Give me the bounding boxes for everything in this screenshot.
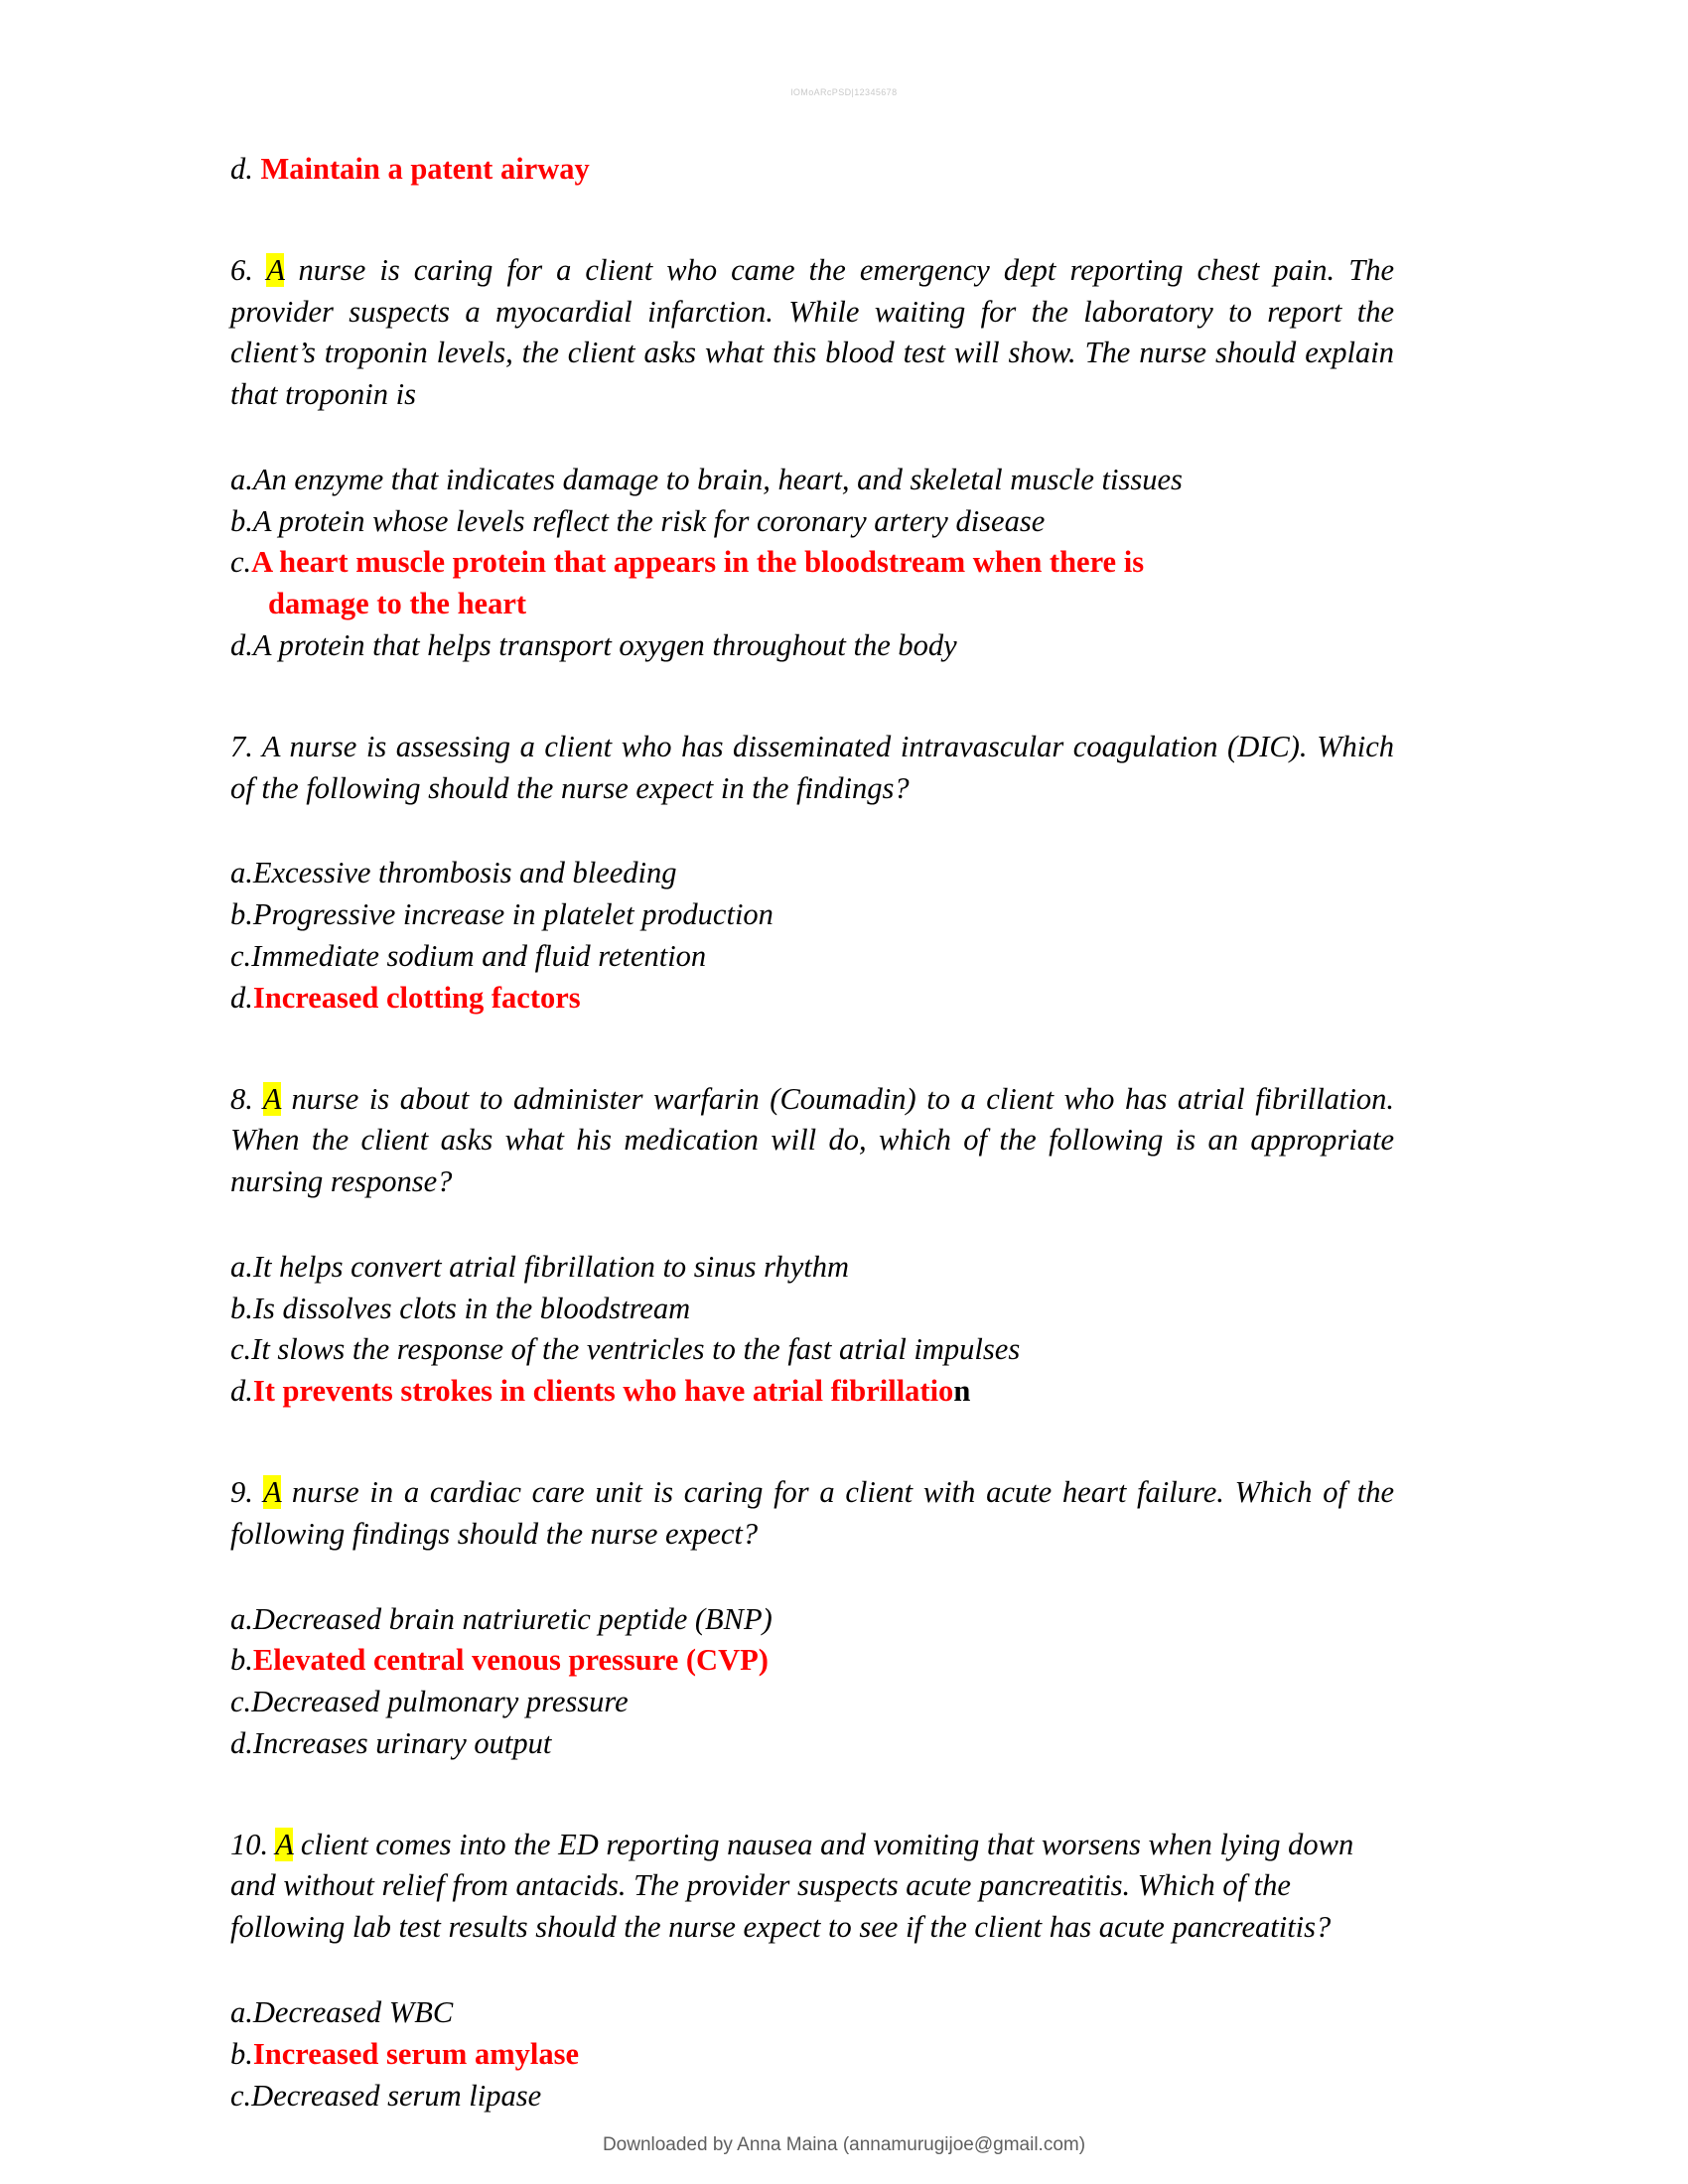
document-header-stamp: lOMoARcPSD|12345678 [790,87,898,97]
question-stem-text: nurse is caring for a client who came the emergency dept reporting chest pain. The provider suspects a myocardial infarction. While waiting for the laboratory to report the client’s troponin levels, the client asks what this blood test will show. The nurse should explain that troponin is [230,252,1394,412]
spacer [230,1556,1394,1599]
option-row[interactable] [230,501,1394,543]
option-marker: c. [230,1685,252,1719]
option-group [230,1992,1394,2116]
question-block [230,1825,1394,2117]
spacer [230,191,1394,250]
question-number: 10. [230,1827,276,1861]
option-text: A heart muscle protein that appears in the bloodstream when there is [251,545,1145,580]
question-stem-text: nurse is about to administer warfarin (Coumadin) to a client who has atrial fibrillation. When the client asks what his medication will do, which of the following is an appropriate nursing response? [230,1081,1395,1199]
spacer [230,667,1394,727]
option-marker: c. [230,545,252,580]
option-text-continuation: damage to the heart [268,587,527,621]
option-text: Increased serum amylase [252,2036,579,2071]
option-text: A protein whose levels reflect the risk for coronary artery disease [252,503,1046,538]
option-row-correct[interactable] [230,1371,1394,1413]
option-row[interactable] [230,1247,1394,1289]
question-stem [230,1079,1394,1203]
question-stem [230,1825,1394,1949]
question-stem [230,1472,1394,1556]
question-stem-text: A nurse is assessing a client who has disseminated intravascular coagulation (DIC). Which of the following should the nurse expect in the findings? [230,729,1394,805]
option-marker: a. [230,856,253,890]
option-row[interactable] [230,1289,1394,1330]
option-marker: a. [230,1601,253,1636]
question-block [230,1472,1394,1825]
option-row[interactable] [230,1992,1394,2034]
question-stem-text: nurse in a cardiac care unit is caring for a client with acute heart failure. Which of the following findings should the nurse expect? [230,1474,1394,1551]
option-marker: d. [230,980,253,1015]
option-text: It prevents strokes in clients who have atrial fibrillatio [252,1374,954,1409]
highlighted-word: A [266,252,285,287]
option-text: Elevated central venous pressure (CVP) [252,1643,769,1678]
highlighted-word: A [275,1827,294,1861]
option-marker: d. [230,628,253,663]
leading-answer-text: Maintain a patent airway [260,152,590,186]
highlighted-word: A [262,1081,281,1116]
option-text: A protein that helps transport oxygen throughout the body [252,628,957,663]
option-row[interactable] [230,1599,1394,1641]
option-text: Decreased pulmonary pressure [251,1685,629,1719]
question-number: 7. [230,729,262,763]
spacer [230,1765,1394,1825]
option-marker: a. [230,1995,253,2029]
option-text: It slows the response of the ventricles to the fast atrial impulses [251,1332,1021,1367]
option-marker: a. [230,462,253,496]
option-marker: c. [230,938,252,973]
option-text-tail: n [953,1374,971,1409]
option-text: It helps convert atrial fibrillation to sinus rhythm [252,1249,849,1284]
option-row[interactable] [230,1329,1394,1371]
option-row-correct[interactable] [230,542,1394,625]
question-stem-text: client comes into the ED reporting nausea and vomiting that worsens when lying down and without relief from antacids. The provider suspects acute pancreatitis. Which of the following lab test results should the nurse expect to see if the client has acute pancreatitis? [230,1827,1354,1945]
option-text: Increases urinary output [252,1725,552,1760]
question-number: 8. [230,1081,263,1116]
question-stem [230,250,1394,416]
option-row[interactable] [230,460,1394,501]
option-text: Excessive thrombosis and bleeding [252,856,677,890]
option-text: Decreased WBC [252,1995,454,2029]
question-block [230,727,1394,1079]
option-marker: c. [230,2078,252,2113]
option-row[interactable] [230,853,1394,894]
option-marker: b. [230,1643,253,1678]
option-row[interactable] [230,2076,1394,2117]
option-row[interactable] [230,936,1394,978]
option-marker: b. [230,897,253,932]
highlighted-word: A [263,1474,282,1509]
option-marker: b. [230,2036,253,2071]
option-group [230,1247,1394,1413]
question-number: 6. [230,252,267,287]
option-marker: c. [230,1332,252,1367]
option-text: Immediate sodium and fluid retention [251,938,707,973]
question-block [230,250,1394,727]
option-row[interactable] [230,625,1394,667]
option-text: Increased clotting factors [252,980,581,1015]
question-block [230,1079,1394,1472]
spacer [230,1413,1394,1472]
option-text: Progressive increase in platelet production [252,897,774,932]
option-group [230,460,1394,667]
spacer [230,1949,1394,1992]
spacer [230,416,1394,460]
document-footer: Downloaded by Anna Maina (annamurugijoe@gmail.com) [602,2134,1086,2155]
option-group [230,853,1394,1019]
option-text: Decreased brain natriuretic peptide (BNP) [252,1601,773,1636]
spacer [230,1020,1394,1079]
option-group [230,1599,1394,1765]
option-text: Decreased serum lipase [251,2078,542,2113]
option-row[interactable] [230,1723,1394,1765]
option-text: An enzyme that indicates damage to brain, heart, and skeletal muscle tissues [252,462,1183,496]
option-row-correct[interactable] [230,2034,1394,2076]
question-stem [230,727,1394,810]
option-text: Is dissolves clots in the bloodstream [252,1291,691,1325]
spacer [230,809,1394,853]
option-marker: b. [230,1291,253,1325]
option-marker: a. [230,1249,253,1284]
option-row[interactable] [230,894,1394,936]
spacer [230,1203,1394,1247]
option-marker: b. [230,503,253,538]
option-row-correct[interactable] [230,1640,1394,1682]
option-marker: d. [230,1374,253,1409]
document-body [230,149,1394,2116]
question-number: 9. [230,1474,264,1509]
option-row-correct[interactable] [230,978,1394,1020]
questions-list [230,250,1394,2117]
option-marker: d. [230,1725,253,1760]
leading-answer-line [230,149,1394,191]
leading-answer-marker: d. [230,152,253,186]
option-row[interactable] [230,1682,1394,1723]
